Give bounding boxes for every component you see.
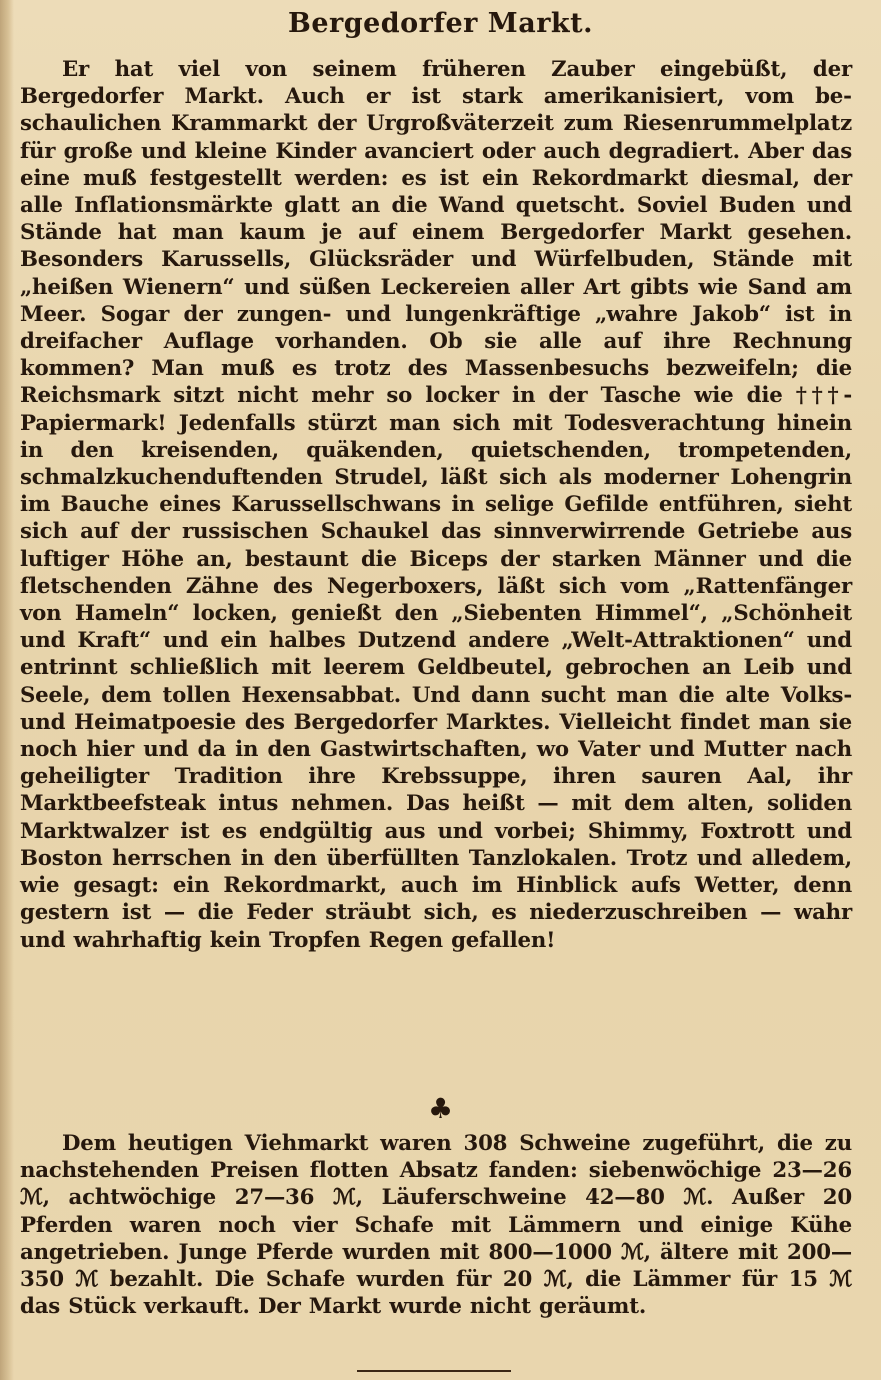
end-rule-divider xyxy=(357,1370,511,1372)
page-edge xyxy=(0,0,14,1380)
paragraph-livestock-market: Dem heutigen Viehmarkt waren 308 Schweine zugeführt, die zu nachstehenden Preisen flotten Absatz fanden: siebenwöchige 23—26 ℳ, achtwöchige 27—36 ℳ, Läuferschweine 42—80 ℳ. Außer 20 Pferden waren noch vier Schafe mit Lämmern und einige Kühe angetrieben. Junge Pferde wurden mit 800—1000 ℳ, ältere mit 200—350 ℳ bezahlt. Die Schafe wurden für 20 ℳ, die Lämmer für 15 ℳ das Stück verkauft. Der Markt wurde nicht geräumt. xyxy=(20,1131,852,1320)
article-body-first xyxy=(20,56,852,954)
paragraph-market-report: Er hat viel von seinem früheren Zauber eingebüßt, der Bergedorfer Markt. Auch er ist stark amerikanisiert, vom beschaulichen Krammarkt der Urgroßväterzeit zum Riesenrummelplatz für große und kleine Kinder avanciert oder auch degradiert. Aber das eine muß festgestellt werden: es ist ein Rekordmarkt diesmal, der alle Inflationsmärkte glatt an die Wand quetscht. Soviel Buden und Stände hat man kaum je auf einem Bergedorfer Markt gesehen. Besonders Karussells, Glücksräder und Würfelbuden, Stände mit „heißen Wienern“ und süßen Leckereien aller Art gibts wie Sand am Meer. Sogar der zungen- und lungenkräftige „wahre Jakob“ ist in dreifacher Auflage vorhanden. Ob sie alle auf ihre Rechnung kommen? Man muß es trotz des Massenbesuchs bezweifeln; die Reichsmark sitzt nicht mehr so locker in der Tasche wie die †††-Papiermark! Jedenfalls stürzt man sich mit Todesverachtung hinein in den kreisenden, quäkenden, quietschenden, trompetenden, schmalzkuchenduftenden Strudel, läßt sich als moderner Lohengrin im Bauche eines Karussellschwans in selige Gefilde entführen, sieht sich auf der russischen Schaukel das sinnverwirrende Getriebe aus luftiger Höhe an, bestaunt die Biceps der starken Männer und die fletschenden Zähne des Negerboxers, läßt sich vom „Rattenfänger von Hameln“ locken, genießt den „Siebenten Himmel“, „Schönheit und Kraft“ und ein halbes Dutzend andere „Welt-Attraktionen“ und entrinnt schließlich mit leerem Geldbeutel, gebrochen an Leib und Seele, dem tollen Hexensabbat. Und dann sucht man die alte Volks- und Heimatpoesie des Bergedorfer Marktes. Vielleicht findet man sie noch hier und da in den Gastwirtschaften, wo Vater und Mutter nach geheiligter Tradition ihre Krebssuppe, ihren sauren Aal, ihr Marktbeefsteak intus nehmen. Das heißt — mit dem alten, soliden Marktwalzer ist es endgültig aus und vorbei; Shimmy, Foxtrott und Boston herrschen in den überfüllten Tanzlokalen. Trotz und alledem, wie gesagt: ein Rekordmarkt, auch im Hinblick aufs Wetter, denn gestern ist — die Feder sträubt sich, es niederzuschreiben — wahr und wahrhaftig kein Tropfen Regen gefallen! xyxy=(20,57,852,953)
article-body-second xyxy=(20,1130,852,1320)
article-title: Bergedorfer Markt. xyxy=(288,8,593,39)
club-ornament-icon: ♣ xyxy=(427,1092,454,1125)
